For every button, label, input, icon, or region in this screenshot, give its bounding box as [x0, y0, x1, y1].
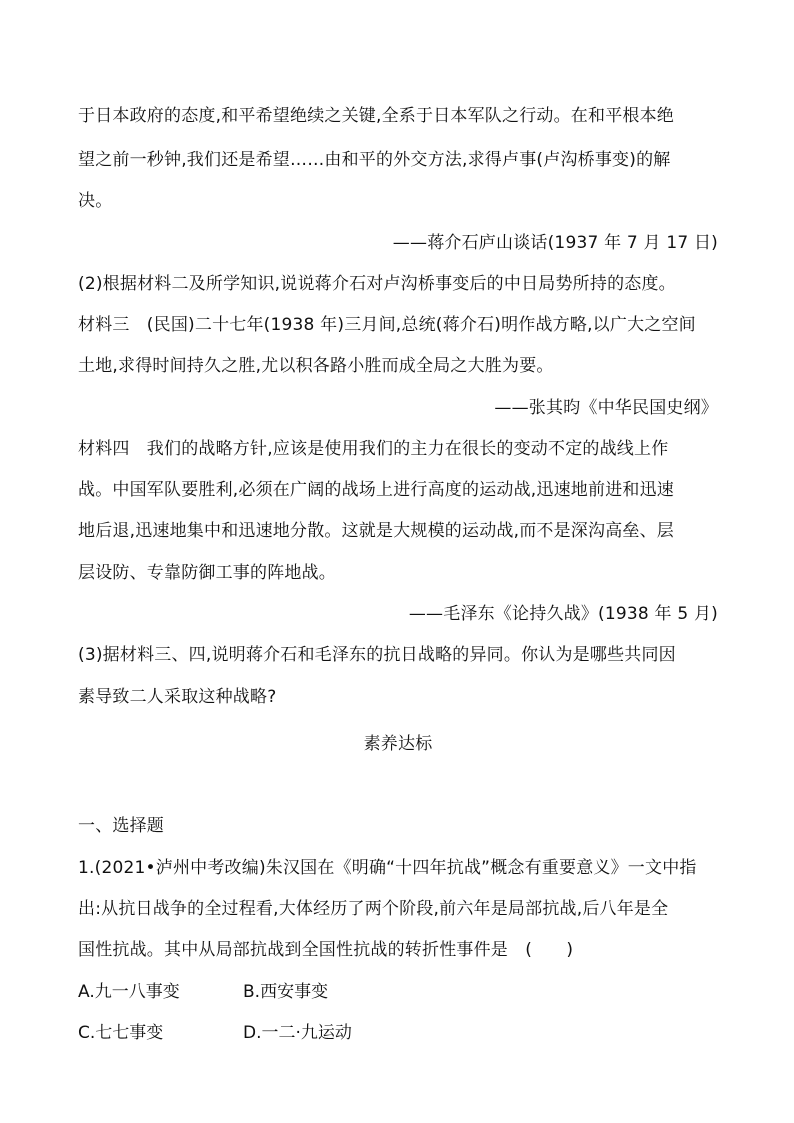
passage-line: 望之前一秒钟,我们还是希望……由和平的外交方法,求得卢事(卢沟桥事变)的解	[78, 150, 671, 170]
passage-line: 土地,求得时间持久之胜,尤以积各路小胜而成全局之大胜为要。	[78, 356, 554, 376]
question-text: (2)根据材料二及所学知识,说说蒋介石对卢沟桥事变后的中日局势所持的态度。	[78, 274, 676, 294]
passage-line: 决。	[78, 191, 113, 211]
section-title: 素养达标	[363, 734, 433, 754]
source-citation: ——毛泽东《论持久战》(1938 年 5 月)	[408, 604, 718, 624]
passage-line: 层设防、专靠防御工事的阵地战。	[78, 563, 336, 583]
option-b: B.西安事变	[243, 982, 329, 1002]
passage-line: 材料四 我们的战略方针,应该是使用我们的主力在很长的变动不定的战线上作	[78, 439, 669, 459]
option-d: D.一二·九运动	[243, 1023, 352, 1043]
passage-line: 于日本政府的态度,和平希望绝续之关键,全系于日本军队之行动。在和平根本绝	[78, 106, 675, 126]
question-text: 出:从抗日战争的全过程看,大体经历了两个阶段,前六年是局部抗战,后八年是全	[78, 899, 669, 919]
question-text: 国性抗战。其中从局部抗战到全国性抗战的转折性事件是 ( )	[78, 940, 574, 960]
source-citation: ——张其昀《中华民国史纲》	[494, 398, 718, 418]
passage-line: 战。中国军队要胜利,必须在广阔的战场上进行高度的运动战,迅速地前进和迅速	[78, 480, 675, 500]
question-text: 1.(2021•泸州中考改编)朱汉国在《明确“十四年抗战”概念有重要意义》一文中指	[78, 858, 697, 878]
passage-line: 材料三 (民国)二十七年(1938 年)三月间,总统(蒋介石)明作战方略,以广大之空间	[78, 315, 696, 335]
question-text: 素导致二人采取这种战略?	[78, 687, 277, 707]
option-c: C.七七事变	[78, 1023, 164, 1043]
source-citation: ——蒋介石庐山谈话(1937 年 7 月 17 日)	[392, 233, 718, 253]
option-a: A.九一八事变	[78, 982, 180, 1002]
question-text: (3)据材料三、四,说明蒋介石和毛泽东的抗日战略的异同。你认为是哪些共同因	[78, 645, 676, 665]
section-heading: 一、选择题	[78, 816, 164, 836]
passage-line: 地后退,迅速地集中和迅速地分散。这就是大规模的运动战,而不是深沟高垒、层	[78, 521, 675, 541]
